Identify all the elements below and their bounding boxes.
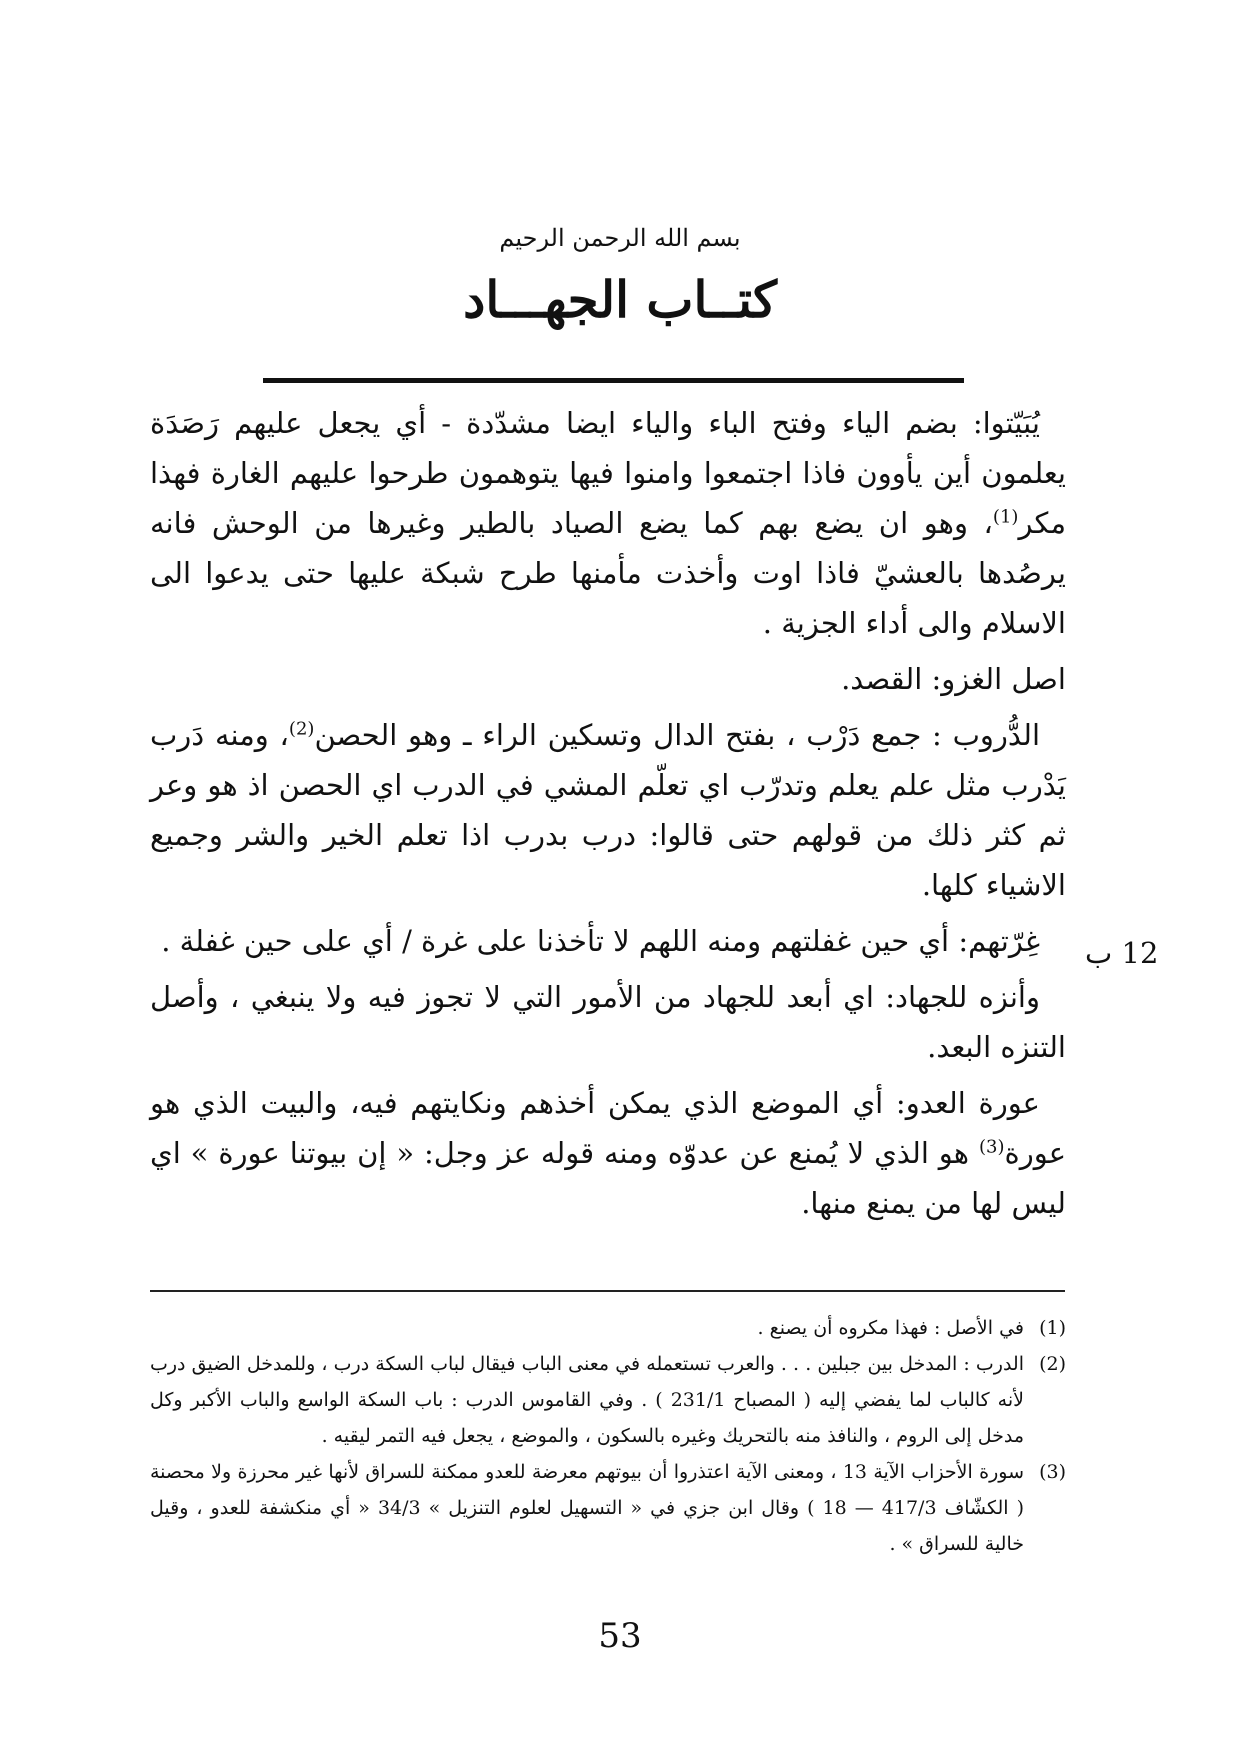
paragraph-text: الدُّروب : جمع دَرْب ، بفتح الدال وتسكين الراء ـ وهو الحصن bbox=[314, 718, 1040, 752]
main-text bbox=[150, 398, 1066, 1228]
paragraph-ghazw bbox=[150, 654, 1066, 704]
footnotes bbox=[150, 1310, 1066, 1562]
chapter-title: كتــاب الجهـــاد bbox=[463, 270, 777, 329]
paragraph-anzah bbox=[150, 972, 1066, 1072]
manuscript-folio-marker: 12 ب bbox=[1085, 936, 1159, 970]
footnote-text: سورة الأحزاب الآية 13 ، ومعنى الآية اعتذروا أن بيوتهم معرضة للعدو ممكنة للسراق لأنها غير محرزة ولا محصنة ( الكشّاف 417/3 — 18 ) وقال ابن جزي في « التسهيل لعلوم التنزيل » 34/3 « أي منكشفة للعدو ، وقيل خالية للسراق » . bbox=[150, 1461, 1024, 1555]
paragraph-text: عورة العدو: أي الموضع الذي يمكن أخذهم ونكايتهم فيه، والبيت الذي هو عورة bbox=[150, 1086, 1066, 1170]
paragraph-text: اصل الغزو: القصد. bbox=[841, 662, 1066, 696]
title-divider bbox=[263, 378, 964, 383]
page-number: 53 bbox=[598, 1616, 642, 1656]
footnote bbox=[150, 1346, 1066, 1454]
footnote bbox=[150, 1310, 1066, 1346]
footnote-number: (3) bbox=[1039, 1461, 1066, 1483]
paragraph-text-cont: هو الذي لا يُمنع عن عدوّه ومنه قوله عز وجل: « إن بيوتنا عورة » اي ليس لها من يمنع منها. bbox=[150, 1136, 1066, 1220]
paragraph-text: يُبَيّتوا: بضم الياء وفتح الباء والياء ايضا مشدّدة - أي يجعل عليهم رَصَدَة يعلمون أين يأوون فاذا اجتمعوا وامنوا فيها يتوهمون طرحوا عليهم الغارة فهذا مكر bbox=[150, 406, 1066, 540]
basmala: بسم الله الرحمن الرحيم bbox=[499, 224, 741, 252]
paragraph-awrat-al-aduw bbox=[150, 1078, 1066, 1228]
paragraph-durub bbox=[150, 710, 1066, 910]
footnote-ref-1: (1) bbox=[992, 506, 1019, 528]
footnote-number: (1) bbox=[1039, 1317, 1066, 1339]
paragraph-ghirratihim bbox=[150, 916, 1066, 966]
paragraph-text-cont: ، ومنه دَرب يَدْرب مثل علم يعلم وتدرّب اي تعلّم المشي في الدرب اي الحصن اذ هو وعر ثم كثر ذلك من قولهم حتى قالوا: درب بدرب اذا تعلم الخير والشر وجميع الاشياء كلها. bbox=[150, 718, 1066, 902]
footnote-ref-2: (2) bbox=[288, 718, 315, 740]
paragraph-text: وأنزه للجهاد: اي أبعد للجهاد من الأمور التي لا تجوز فيه ولا ينبغي ، وأصل التنزه البعد. bbox=[150, 980, 1066, 1064]
paragraph-yubayyitu bbox=[150, 398, 1066, 648]
footnote-number: (2) bbox=[1039, 1353, 1066, 1375]
footnote bbox=[150, 1454, 1066, 1562]
footnote-divider bbox=[150, 1290, 1065, 1292]
footnote-ref-3: (3) bbox=[979, 1136, 1005, 1158]
footnote-text: الدرب : المدخل بين جبلين . . . والعرب تستعمله في معنى الباب فيقال لباب السكة درب ، وللمدخل الضيق درب لأنه كالباب لما يفضي إليه ( المصباح 231/1 ) . وفي القاموس الدرب : باب السكة الواسع والباب الأكبر وكل مدخل إلى الروم ، والنافذ منه بالتحريك وغيره بالسكون ، والموضع ، يجعل فيه التمر ليقيه . bbox=[150, 1353, 1024, 1447]
paragraph-text: غِرّتهم: أي حين غفلتهم ومنه اللهم لا تأخذنا على غرة / أي على حين غفلة . bbox=[161, 924, 1040, 958]
footnote-text: في الأصل : فهذا مكروه أن يصنع . bbox=[757, 1317, 1024, 1339]
paragraph-text-cont: ، وهو ان يضع بهم كما يضع الصياد بالطير وغيرها من الوحش فانه يرصُدها بالعشيّ فاذا اوت وأخذت مأمنها طرح شبكة عليها حتى يدعوا الى الاسلام والى أداء الجزية . bbox=[150, 506, 1066, 640]
